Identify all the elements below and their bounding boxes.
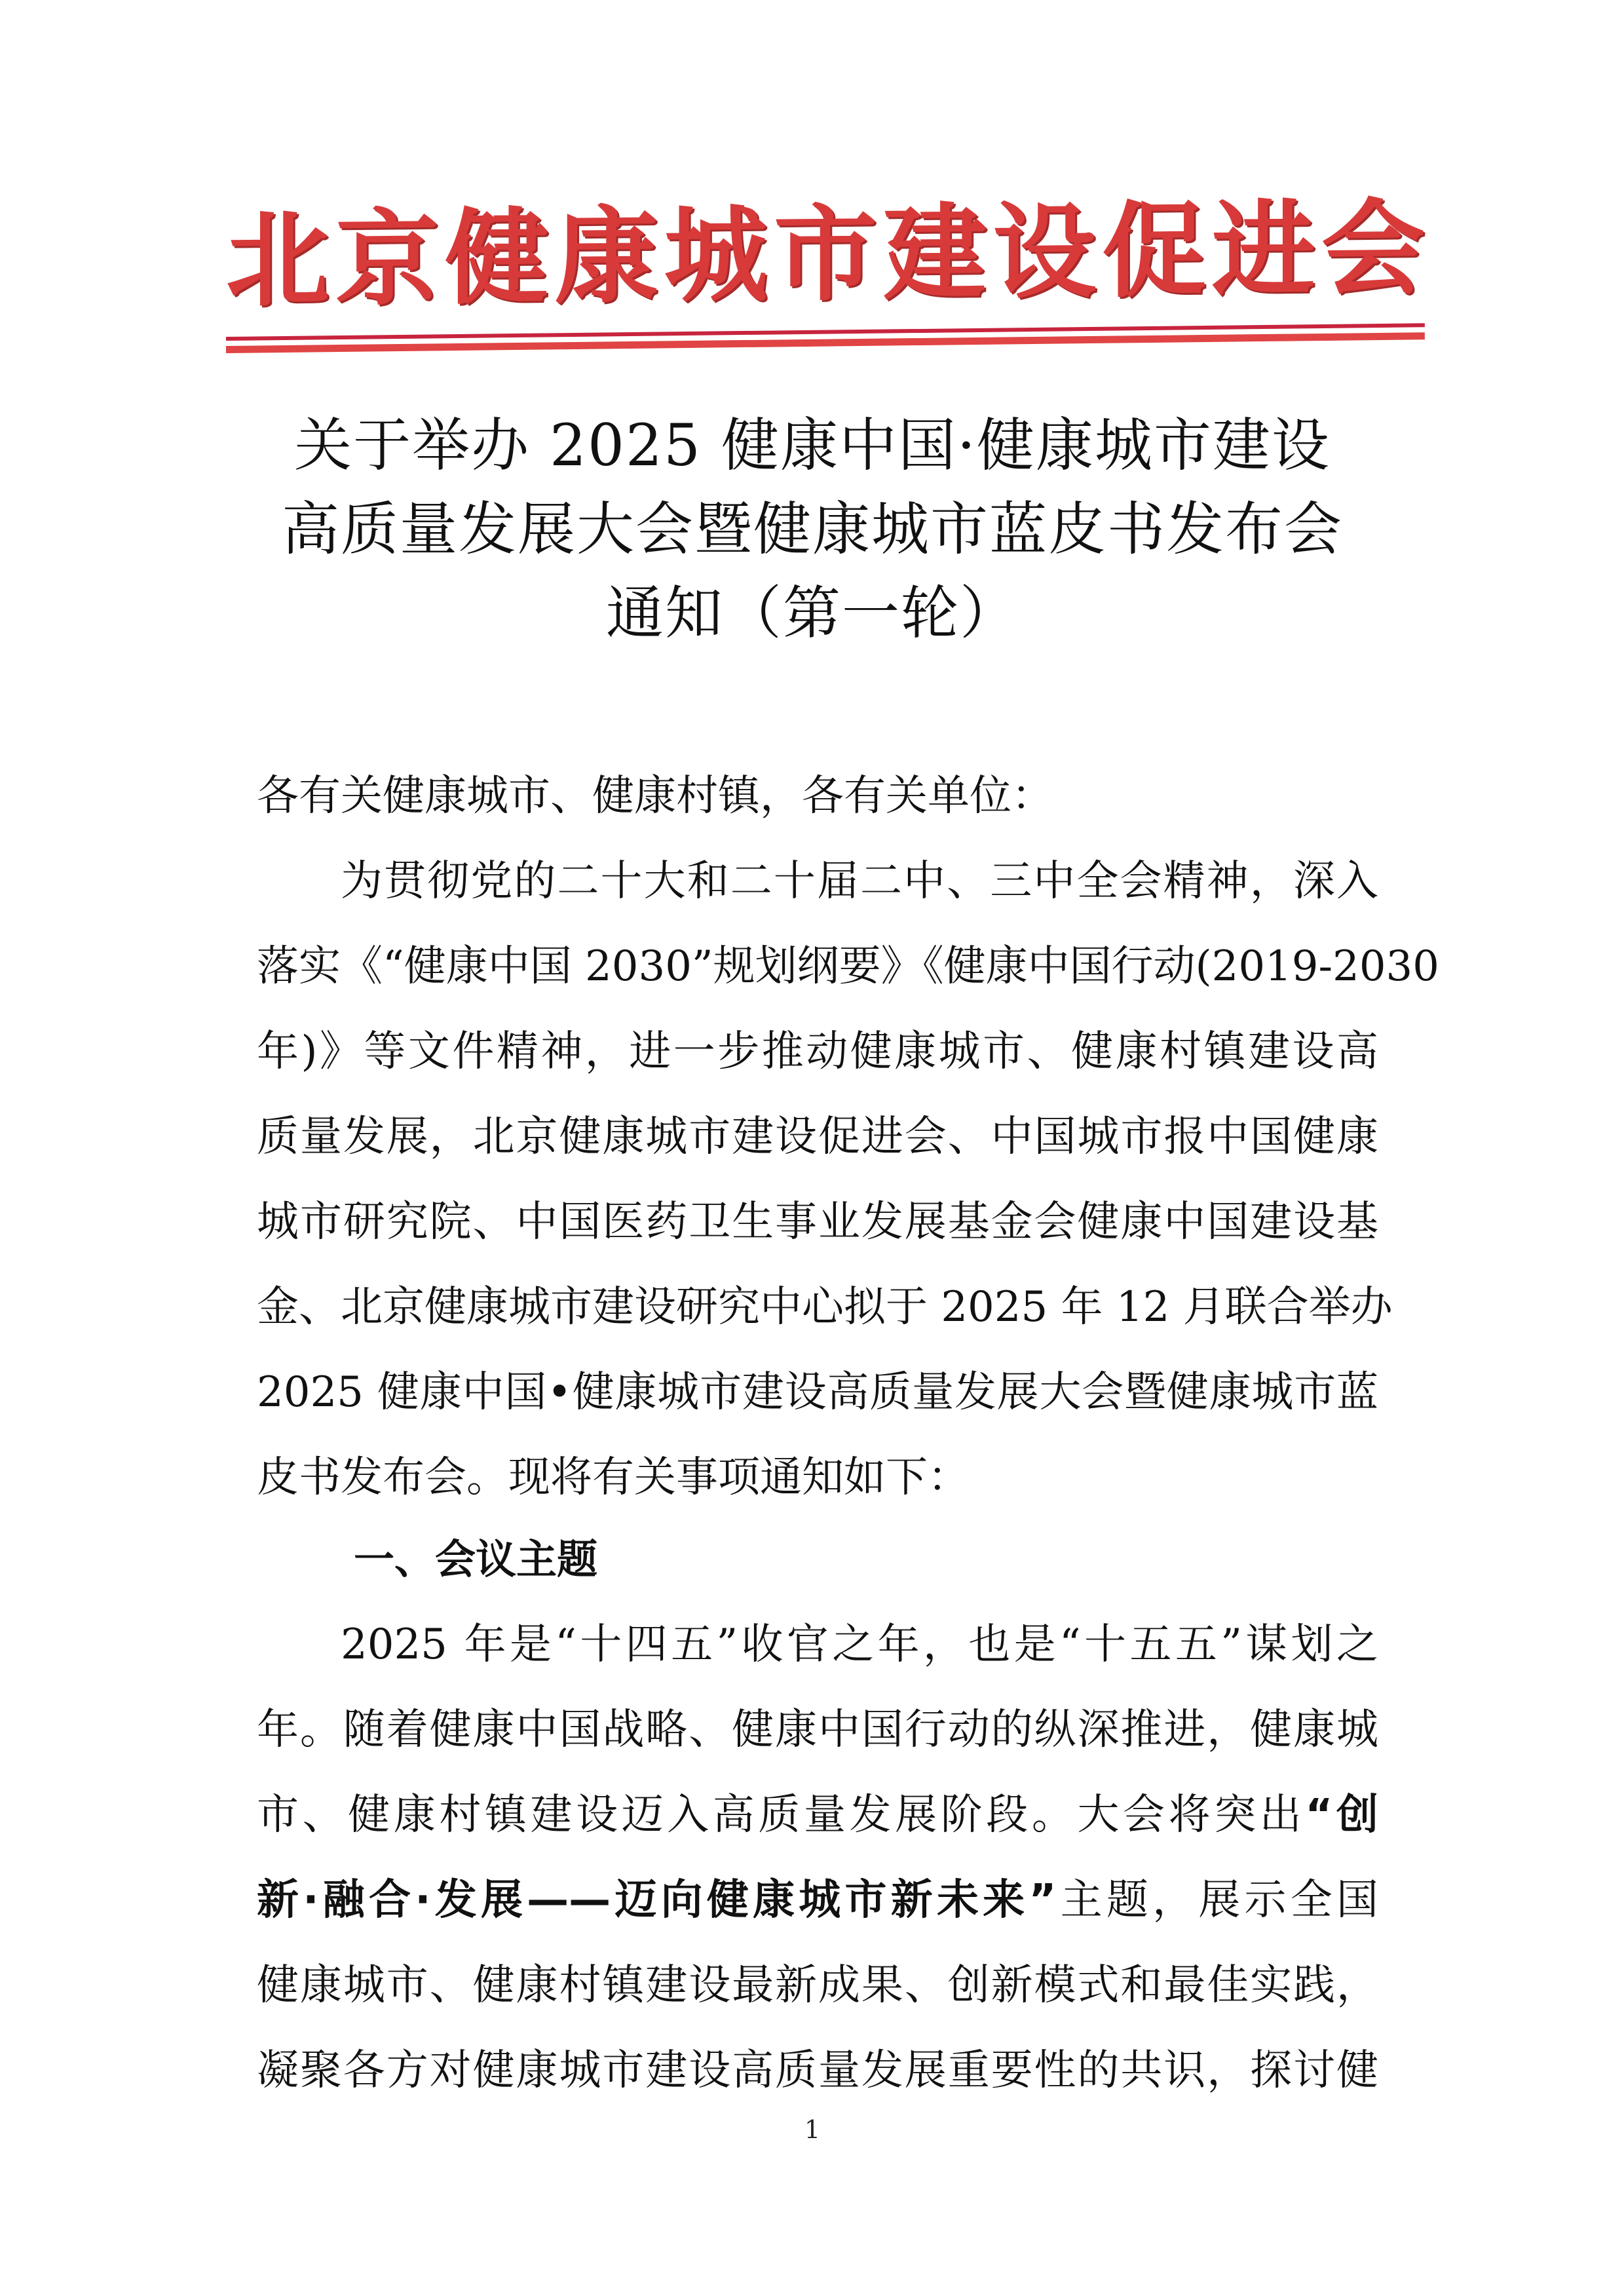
letterhead-organization-name [226,183,1425,322]
paragraph-line: 2025 健康中国•健康城市建设高质量发展大会暨健康城市蓝 [257,1368,1378,1417]
document-title-line-3: 通知（第一轮） [605,579,1019,647]
paragraph-line: 皮书发布会。现将有关事项通知如下： [257,1453,970,1502]
letterhead-char: 进 [1211,189,1315,311]
document-title-line-2: 高质量发展大会暨健康城市蓝皮书发布会 [281,495,1343,563]
section-heading-meeting-theme: 一、会议主题 [354,1535,598,1583]
paragraph-text: 市、健康村镇建设迈入高质量发展阶段。大会将突出 [257,1791,1306,1839]
letterhead-char: 康 [554,196,658,318]
paragraph-line: 2025 年是“十四五”收官之年，也是“十五五”谋划之 [341,1620,1378,1669]
letterhead-char: 建 [883,192,987,315]
letterhead-char: 设 [992,191,1097,313]
paragraph-line-with-emphasis [257,1786,1378,1845]
letterhead-char: 健 [445,197,549,319]
paragraph-line: 年。随着健康中国战略、健康中国行动的纵深推进，健康城 [257,1706,1378,1754]
paragraph-line: 健康城市、健康村镇建设最新成果、创新模式和最佳实践， [257,1961,1378,2010]
paragraph-line: 落实《“健康中国 2030”规划纲要》《健康中国行动(2019-2030 [257,942,1439,991]
letterhead-char: 城 [664,195,768,317]
paragraph-line: 金、北京健康城市建设研究中心拟于 2025 年 12 月联合举办 [257,1283,1393,1331]
paragraph-line: 质量发展，北京健康城市建设促进会、中国城市报中国健康 [257,1113,1378,1161]
paragraph-text: 主题，展示全国 [1056,1876,1379,1924]
theme-emphasis: 新·融合·发展——迈向健康城市新未来” [257,1876,1057,1924]
page-number: 1 [804,2115,821,2144]
letterhead-char: 市 [773,193,877,316]
letterhead-char: 促 [1102,190,1206,313]
theme-emphasis-start: “创 [1305,1791,1379,1839]
paragraph-line: 凝聚各方对健康城市建设高质量发展重要性的共识，探讨健 [257,2046,1378,2095]
paragraph-line: 年)》等文件精神，进一步推动健康城市、健康村镇建设高 [257,1027,1378,1076]
letterhead-char: 京 [335,198,440,320]
document-title-line-1: 关于举办 2025 健康中国·健康城市建设 [294,411,1331,479]
letterhead-char: 会 [1321,187,1425,310]
paragraph-line: 城市研究院、中国医药卫生事业发展基金会健康中国建设基 [257,1198,1378,1246]
letterhead-char: 北 [226,199,330,322]
paragraph-line: 为贯彻党的二十大和二十届二中、三中全会精神，深入 [341,857,1378,906]
paragraph-line-with-emphasis [257,1871,1378,1930]
salutation: 各有关健康城市、健康村镇，各有关单位： [257,772,1053,820]
